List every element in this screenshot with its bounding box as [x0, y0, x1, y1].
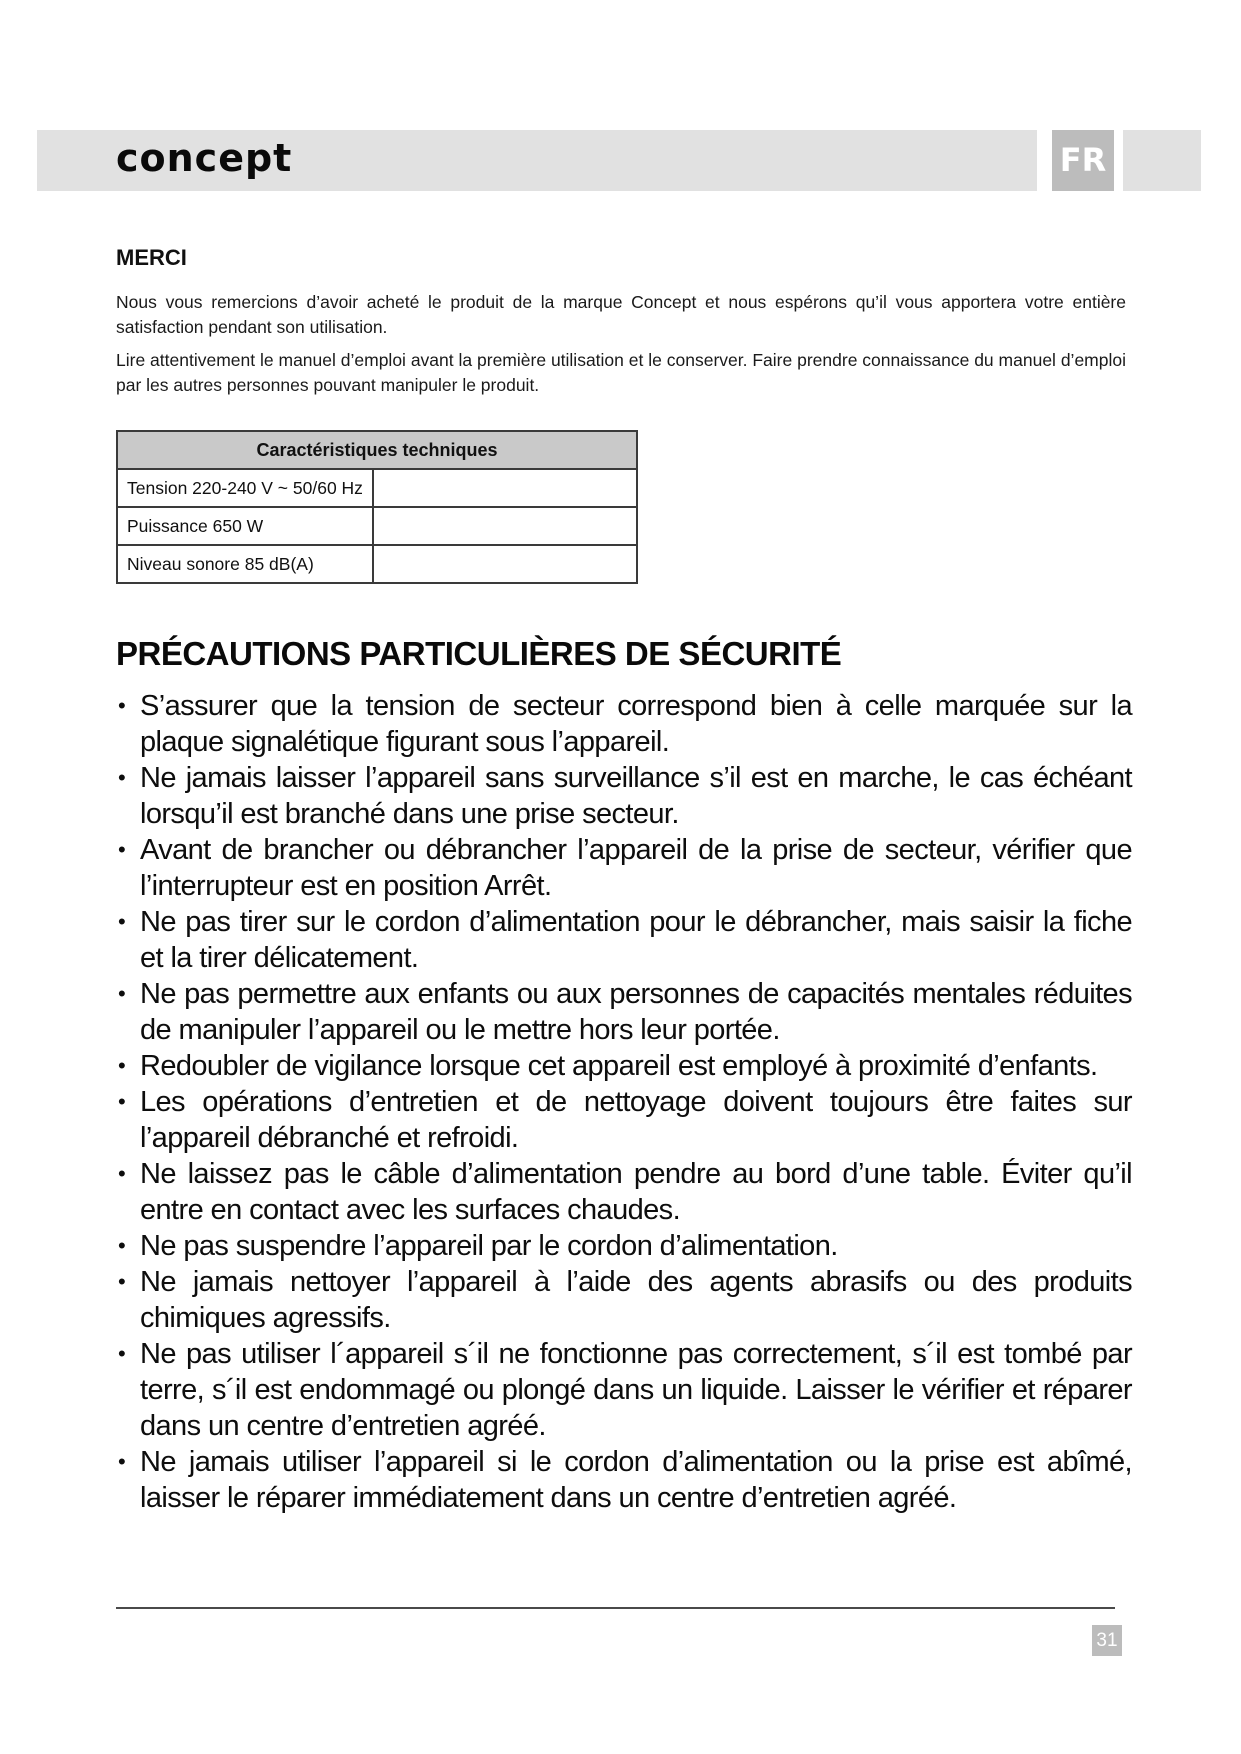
spec-value — [373, 507, 637, 545]
safety-section-title: PRÉCAUTIONS PARTICULIÈRES DE SÉCURITÉ — [116, 635, 842, 672]
list-item — [116, 1444, 1132, 1516]
merci-paragraph: Lire attentivement le manuel d’emploi avant la première utilisation et le conserver. Faire prendre connaissance du manuel d’emploi par les autres personnes pouvant manipuler le produit. — [116, 350, 1126, 395]
list-item — [116, 1048, 1132, 1084]
list-item-text: Ne pas suspendre l’appareil par le cordon d’alimentation. — [140, 1230, 838, 1262]
list-item-text: Ne jamais laisser l’appareil sans surveillance s’il est en marche, le cas échéant lorsqu’il est branché dans une prise secteur. — [140, 762, 1132, 830]
bullet-icon: • — [118, 1449, 126, 1474]
merci-paragraph: Nous vous remercions d’avoir acheté le produit de la marque Concept et nous espérons qu’il vous apportera votre entière satisfaction pendant son utilisation. — [116, 292, 1126, 337]
bullet-icon: • — [118, 981, 126, 1006]
page-number: 31 — [1092, 1625, 1122, 1656]
list-item — [116, 832, 1132, 904]
list-item-text: Ne laissez pas le câble d’alimentation pendre au bord d’une table. Éviter qu’il entre en contact avec les surfaces chaudes. — [140, 1158, 1132, 1226]
footer-divider — [116, 1607, 1115, 1609]
list-item-text: Ne pas permettre aux enfants ou aux personnes de capacités mentales réduites de manipuler l’appareil ou le mettre hors leur portée. — [140, 978, 1132, 1046]
list-item — [116, 976, 1132, 1048]
bullet-icon: • — [118, 1161, 126, 1186]
specs-table-header: Caractéristiques techniques — [117, 431, 637, 469]
bullet-icon: • — [118, 1233, 126, 1258]
specs-table — [116, 430, 638, 584]
list-item — [116, 1264, 1132, 1336]
brand-logo: concept — [116, 136, 293, 180]
merci-title: MERCI — [116, 245, 187, 270]
list-item-text: Les opérations d’entretien et de nettoyage doivent toujours être faites sur l’appareil débranché et refroidi. — [140, 1086, 1132, 1154]
list-item — [116, 1336, 1132, 1444]
spec-value — [373, 469, 637, 507]
spec-label: Niveau sonore 85 dB(A) — [117, 545, 373, 583]
list-item-text: S’assurer que la tension de secteur correspond bien à celle marquée sur la plaque signalétique figurant sous l’appareil. — [140, 690, 1132, 758]
safety-list — [116, 688, 1132, 1516]
bullet-icon: • — [118, 1269, 126, 1294]
table-row — [117, 545, 637, 583]
spec-label: Puissance 650 W — [117, 507, 373, 545]
list-item-text: Ne pas tirer sur le cordon d’alimentation pour le débrancher, mais saisir la fiche et la tirer délicatement. — [140, 906, 1132, 974]
list-item — [116, 1084, 1132, 1156]
bullet-icon: • — [118, 909, 126, 934]
bullet-icon: • — [118, 1089, 126, 1114]
list-item-text: Redoubler de vigilance lorsque cet appareil est employé à proximité d’enfants. — [140, 1050, 1098, 1082]
spec-label: Tension 220-240 V ~ 50/60 Hz — [117, 469, 373, 507]
header-side-box — [1123, 130, 1201, 191]
list-item — [116, 904, 1132, 976]
list-item-text: Ne jamais nettoyer l’appareil à l’aide des agents abrasifs ou des produits chimiques agressifs. — [140, 1266, 1132, 1334]
table-row — [117, 507, 637, 545]
list-item — [116, 760, 1132, 832]
bullet-icon: • — [118, 1053, 126, 1078]
bullet-icon: • — [118, 837, 126, 862]
language-tab: FR — [1052, 130, 1114, 191]
bullet-icon: • — [118, 693, 126, 718]
bullet-icon: • — [118, 765, 126, 790]
list-item — [116, 1228, 1132, 1264]
list-item-text: Ne pas utiliser l´appareil s´il ne fonctionne pas correctement, s´il est tombé par terre, s´il est endommagé ou plongé dans un liquide. Laisser le vérifier et réparer dans un centre d’entretien agréé. — [140, 1338, 1132, 1442]
list-item — [116, 1156, 1132, 1228]
spec-value — [373, 545, 637, 583]
list-item-text: Ne jamais utiliser l’appareil si le cordon d’alimentation ou la prise est abîmé, laisser le réparer immédiatement dans un centre d’entretien agréé. — [140, 1446, 1132, 1514]
bullet-icon: • — [118, 1341, 126, 1366]
list-item-text: Avant de brancher ou débrancher l’appareil de la prise de secteur, vérifier que l’interrupteur est en position Arrêt. — [140, 834, 1132, 902]
table-row — [117, 469, 637, 507]
list-item — [116, 688, 1132, 760]
